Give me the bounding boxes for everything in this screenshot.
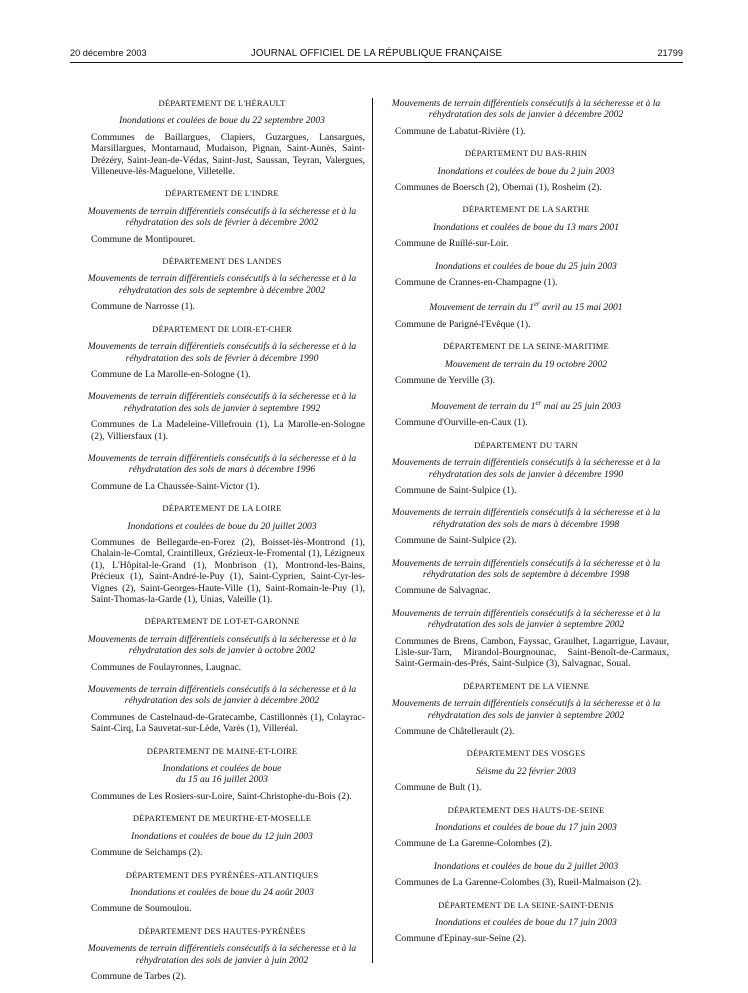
department-heading: DÉPARTEMENT DU TARN	[474, 439, 578, 450]
event-description: Mouvements de terrain différentiels consécutifs à la sécheresse et à la réhydratation des sols de janvier à septembre 1992	[87, 391, 357, 414]
communes-list: Communes de Boersch (2), Obernai (1), Rosheim (2).	[395, 182, 602, 194]
communes-list: Commune de Labatut-Rivière (1).	[395, 125, 526, 137]
communes-list: Communes de La Garenne-Colombes (3), Rueil-Malmaison (2).	[395, 877, 642, 889]
communes-list: Commune de Seichamps (2).	[91, 847, 203, 859]
department-heading: DÉPARTEMENT DE LOIR-ET-CHER	[152, 323, 292, 334]
event-description: Mouvement de terrain du 19 octobre 2002	[444, 358, 608, 370]
department-heading: DÉPARTEMENT DE LA LOIRE	[162, 503, 282, 514]
communes-list: Commune de Crannes-en-Champagne (1).	[395, 277, 558, 289]
event-description: Mouvements de terrain différentiels consécutifs à la sécheresse et à la réhydratation des sols de janvier à décembre 2002	[391, 98, 661, 121]
department-heading: DÉPARTEMENT DES PYRÉNÉES-ATLANTIQUES	[125, 869, 319, 880]
department-heading: DÉPARTEMENT DES VOSGES	[466, 748, 586, 759]
event-description: Mouvement de terrain du 1er mai au 25 juin 2003	[431, 398, 621, 412]
event-description: Mouvement de terrain du 1er avril au 15 mai 2001	[429, 300, 623, 314]
right-column	[383, 98, 669, 956]
communes-list: Commune de Saint-Sulpice (1).	[395, 484, 517, 496]
communes-list: Commune de Parigné-l'Evêque (1).	[395, 319, 531, 331]
communes-list: Commune de La Marolle-en-Sologne (1).	[91, 368, 251, 380]
communes-list: Communes de Baillargues, Clapiers, Guzargues, Lansargues, Marsillargues, Montarnaud, Mudaison, Pignan, Saint-Aunès, Saint-Drézéry, Saint-Jean-de-Védas, Saint-Just, Saussan, Teyran, Valergues, Villeneuve-lès-Maguelone, Villetelle.	[91, 131, 365, 178]
communes-list: Communes de La Madeleine-Villefrouin (1), La Marolle-en-Sologne (2), Villiersfaux (1).	[91, 419, 365, 442]
column-divider	[372, 98, 373, 963]
communes-list: Communes de Les Rosiers-sur-Loire, Saint-Christophe-du-Bois (2).	[91, 790, 352, 802]
department-heading: DÉPARTEMENT DES LANDES	[162, 256, 282, 267]
event-description: Mouvements de terrain différentiels consécutifs à la sécheresse et à la réhydratation des sols de mars à décembre 1998	[391, 507, 661, 530]
event-description: Inondations et coulées de boue du 24 août 2003	[130, 886, 314, 898]
department-heading: DÉPARTEMENT DE LA VIENNE	[463, 680, 589, 691]
department-heading: DÉPARTEMENT DU BAS-RHIN	[464, 148, 588, 159]
communes-list: Commune de Yerville (3).	[395, 375, 495, 387]
communes-list: Commune d'Epinay-sur-Seine (2).	[395, 933, 527, 945]
event-description: Inondations et coulées de boue du 15 au 16 juillet 2003	[162, 763, 282, 786]
department-heading: DÉPARTEMENT DE L'INDRE	[165, 188, 279, 199]
communes-list: Commune de Tarbes (2).	[91, 970, 187, 982]
communes-list: Commune de Châtellerault (2).	[395, 726, 515, 737]
communes-list: Commune de La Chaussée-Saint-Victor (1).	[91, 480, 260, 492]
event-description: Inondations et coulées de boue du 2 juillet 2003	[433, 860, 619, 872]
department-heading: DÉPARTEMENT DE MAINE-ET-LOIRE	[146, 745, 298, 756]
department-heading: DÉPARTEMENT DE LA SEINE-SAINT-DENIS	[438, 899, 614, 910]
event-description: Mouvements de terrain différentiels consécutifs à la sécheresse et à la réhydratation des sols de janvier à juin 2002	[87, 943, 357, 966]
event-description: Mouvements de terrain différentiels consécutifs à la sécheresse et à la réhydratation des sols de janvier à octobre 2002	[87, 633, 357, 657]
running-header	[70, 48, 683, 62]
event-description: Mouvements de terrain différentiels consécutifs à la sécheresse et à la réhydratation des sols de septembre à décembre 1998	[391, 557, 661, 580]
communes-list: Commune de Saint-Sulpice (2).	[395, 535, 517, 547]
event-description: Inondations et coulées de boue du 20 juillet 2003	[127, 520, 317, 532]
header-page-number: 21799	[657, 48, 683, 58]
department-heading: DÉPARTEMENT DE LA SEINE-MARITIME	[443, 341, 609, 352]
communes-list: Communes de Foulayronnes, Laugnac.	[91, 661, 242, 673]
event-description: Séisme du 22 février 2003	[475, 765, 577, 777]
event-description: Inondations et coulées de boue du 13 mars 2001	[433, 221, 619, 233]
communes-list: Commune de Ruillé-sur-Loir.	[395, 238, 509, 250]
department-heading: DÉPARTEMENT DES HAUTES-PYRÉNÉES	[138, 925, 306, 936]
event-description: Inondations et coulées de boue du 22 septembre 2003	[119, 115, 325, 127]
event-description: Inondations et coulées de boue du 25 juin 2003	[435, 260, 617, 272]
left-column	[79, 98, 365, 993]
event-description: Mouvements de terrain différentiels consécutifs à la sécheresse et à la réhydratation des sols de mars à décembre 1996	[87, 452, 357, 476]
event-description: Mouvements de terrain différentiels consécutifs à la sécheresse et à la réhydratation des sols de janvier à décembre 2002	[87, 684, 357, 707]
communes-list: Commune de La Garenne-Colombes (2).	[395, 838, 552, 850]
department-heading: DÉPARTEMENT DE LOT-ET-GARONNE	[144, 616, 300, 627]
event-description: Inondations et coulées de boue du 2 juin 2003	[437, 165, 615, 177]
event-description: Inondations et coulées de boue du 12 juin 2003	[131, 830, 313, 842]
event-description: Inondations et coulées de boue du 17 juin 2003	[435, 917, 617, 929]
communes-list: Commune de Salvagnac.	[395, 585, 491, 597]
communes-list: Commune de Bult (1).	[395, 782, 482, 794]
communes-list: Communes de Brens, Cambon, Fayssac, Graulhet, Lagarrigue, Lavaur, Lisle-sur-Tarn, Mirandol-Bourgnounac, Saint-Benoît-de-Carmaux, Saint-Germain-des-Prés, Saint-Sulpice (3), Salvagnac, Soual.	[395, 635, 669, 670]
header-title: JOURNAL OFFICIEL DE LA RÉPUBLIQUE FRANÇAISE	[250, 48, 503, 59]
event-description: Mouvements de terrain différentiels consécutifs à la sécheresse et à la réhydratation des sols de janvier à septembre 2002	[391, 607, 661, 631]
department-heading: DÉPARTEMENT DE LA SARTHE	[462, 204, 590, 215]
header-rule	[70, 62, 683, 63]
event-description: Mouvements de terrain différentiels consécutifs à la sécheresse et à la réhydratation des sols de septembre à décembre 2002	[87, 273, 357, 296]
event-description: Mouvements de terrain différentiels consécutifs à la sécheresse et à la réhydratation des sols de février à décembre 1990	[87, 341, 357, 364]
department-heading: DÉPARTEMENT DE MEURTHE-ET-MOSELLE	[132, 813, 312, 824]
event-description: Mouvements de terrain différentiels consécutifs à la sécheresse et à la réhydratation des sols de février à décembre 2002	[87, 205, 357, 229]
department-heading: DÉPARTEMENT DE L'HÉRAULT	[158, 98, 286, 108]
header-date: 20 décembre 2003	[70, 48, 147, 58]
event-description: Mouvements de terrain différentiels consécutifs à la sécheresse et à la réhydratation des sols de janvier à septembre 2002	[391, 698, 661, 721]
communes-list: Commune de Montipouret.	[91, 233, 196, 245]
communes-list: Commune de Soumoulou.	[91, 903, 192, 915]
communes-list: Communes de Bellegarde-en-Forez (2), Boisset-lès-Montrond (1), Chalain-le-Comtal, Craintilleux, Grézieux-le-Fromental (1), Lézigneux (1), L'Hôpital-le-Grand (1), Monbrison (1), Montrond-les-Bains, Précieux (1), Saint-André-le-Puy (1), Saint-Cyprien, Saint-Cyr-les-Vignes (2), Saint-Georges-Haute-Ville (1), Saint-Romain-le-Puy (1), Saint-Thomas-la-Garde (1), Unias, Valeille (1).	[91, 536, 365, 605]
department-heading: DÉPARTEMENT DES HAUTS-DE-SEINE	[447, 804, 605, 815]
communes-list: Communes de Castelnaud-de-Gratecambe, Castillonnès (1), Colayrac-Saint-Cirq, La Sauvetat-sur-Lède, Varès (1), Villeréal.	[91, 711, 365, 735]
communes-list: Commune de Narrosse (1).	[91, 301, 195, 313]
communes-list: Commune d'Ourville-en-Caux (1).	[395, 417, 528, 429]
event-description: Mouvements de terrain différentiels consécutifs à la sécheresse et à la réhydratation des sols de janvier à décembre 1990	[391, 457, 661, 480]
event-description: Inondations et coulées de boue du 17 juin 2003	[435, 822, 617, 834]
